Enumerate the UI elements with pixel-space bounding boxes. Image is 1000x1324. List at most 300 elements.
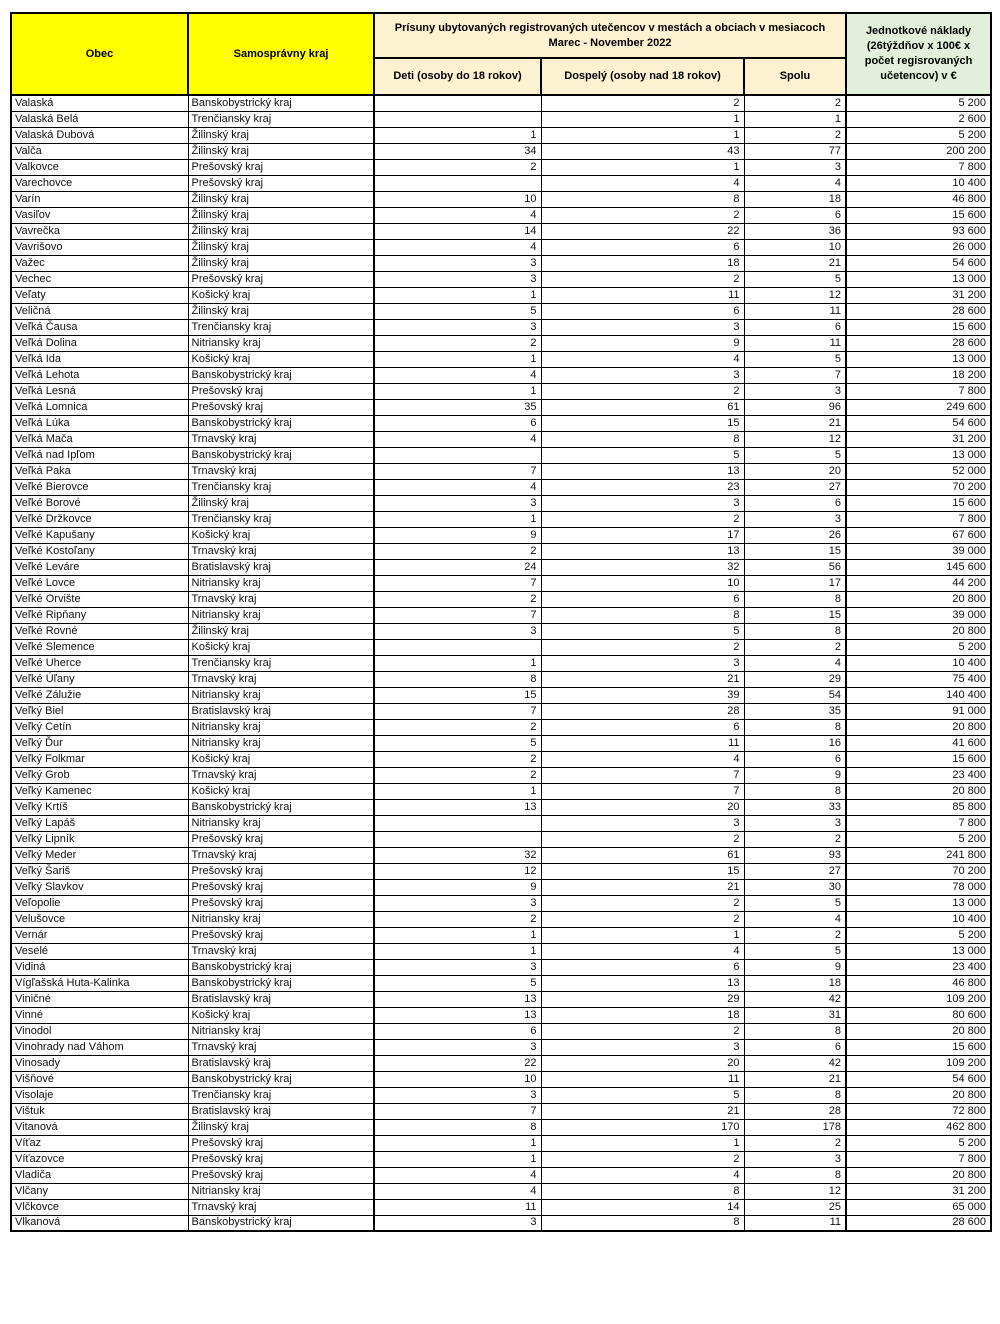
cell-spolu: 2 [744, 927, 846, 943]
cell-kraj: Žilinský kraj [188, 143, 374, 159]
table-row [11, 1167, 991, 1183]
table-row [11, 1119, 991, 1135]
cell-obec: Veľké Zálužie [11, 687, 188, 703]
cell-obec: Veľké Kapušany [11, 527, 188, 543]
table-row [11, 815, 991, 831]
cell-spolu: 2 [744, 1135, 846, 1151]
cell-spolu: 4 [744, 175, 846, 191]
cell-deti: 2 [374, 159, 541, 175]
table-row [11, 143, 991, 159]
cell-deti: 22 [374, 1055, 541, 1071]
table-row [11, 1023, 991, 1039]
cell-dospely: 6 [541, 591, 744, 607]
cell-dospely: 61 [541, 847, 744, 863]
cell-dospely: 3 [541, 495, 744, 511]
cell-deti: 3 [374, 959, 541, 975]
cell-spolu: 15 [744, 607, 846, 623]
cell-deti: 7 [374, 575, 541, 591]
cell-spolu: 77 [744, 143, 846, 159]
cell-kraj: Košický kraj [188, 1007, 374, 1023]
cell-kraj: Trnavský kraj [188, 543, 374, 559]
cell-spolu: 42 [744, 991, 846, 1007]
cell-spolu: 5 [744, 895, 846, 911]
cell-deti: 8 [374, 1119, 541, 1135]
cell-dospely: 43 [541, 143, 744, 159]
cell-obec: Vavrišovo [11, 239, 188, 255]
table-row [11, 431, 991, 447]
cell-naklady: 20 800 [846, 783, 991, 799]
cell-obec: Viničné [11, 991, 188, 1007]
table-row [11, 991, 991, 1007]
table-row [11, 959, 991, 975]
cell-obec: Veľký Folkmar [11, 751, 188, 767]
cell-deti: 34 [374, 143, 541, 159]
table-row [11, 511, 991, 527]
cell-naklady: 20 800 [846, 1167, 991, 1183]
cell-kraj: Prešovský kraj [188, 1151, 374, 1167]
cell-obec: Varechovce [11, 175, 188, 191]
cell-kraj: Prešovský kraj [188, 1167, 374, 1183]
cell-kraj: Košický kraj [188, 783, 374, 799]
cell-spolu: 25 [744, 1199, 846, 1215]
table-row [11, 415, 991, 431]
cell-naklady: 28 600 [846, 303, 991, 319]
cell-dospely: 21 [541, 671, 744, 687]
table-row [11, 783, 991, 799]
cell-obec: Veľký Meder [11, 847, 188, 863]
cell-deti: 1 [374, 127, 541, 143]
table-row [11, 1215, 991, 1231]
cell-kraj: Trenčiansky kraj [188, 655, 374, 671]
cell-spolu: 16 [744, 735, 846, 751]
table-row [11, 591, 991, 607]
cell-kraj: Bratislavský kraj [188, 559, 374, 575]
cell-kraj: Prešovský kraj [188, 879, 374, 895]
cell-naklady: 5 200 [846, 831, 991, 847]
cell-naklady: 20 800 [846, 591, 991, 607]
cell-spolu: 26 [744, 527, 846, 543]
cell-dospely: 9 [541, 335, 744, 351]
cell-dospely: 13 [541, 543, 744, 559]
cell-obec: Veľký Krtíš [11, 799, 188, 815]
cell-kraj: Bratislavský kraj [188, 991, 374, 1007]
cell-naklady: 85 800 [846, 799, 991, 815]
cell-kraj: Žilinský kraj [188, 191, 374, 207]
cell-obec: Veľká Mača [11, 431, 188, 447]
cell-obec: Veľký Biel [11, 703, 188, 719]
cell-kraj: Trnavský kraj [188, 671, 374, 687]
cell-dospely: 8 [541, 1215, 744, 1231]
cell-kraj: Žilinský kraj [188, 495, 374, 511]
cell-kraj: Žilinský kraj [188, 1119, 374, 1135]
cell-obec: Veľké Držkovce [11, 511, 188, 527]
cell-naklady: 28 600 [846, 1215, 991, 1231]
table-row [11, 303, 991, 319]
cell-deti: 32 [374, 847, 541, 863]
cell-naklady: 7 800 [846, 1151, 991, 1167]
cell-spolu: 15 [744, 543, 846, 559]
cell-dospely: 23 [541, 479, 744, 495]
table-row [11, 1135, 991, 1151]
cell-dospely: 10 [541, 575, 744, 591]
table-row [11, 335, 991, 351]
cell-deti: 4 [374, 431, 541, 447]
cell-spolu: 5 [744, 943, 846, 959]
cell-naklady: 5 200 [846, 95, 991, 111]
cell-obec: Veľký Ďur [11, 735, 188, 751]
cell-obec: Veľké Bierovce [11, 479, 188, 495]
cell-spolu: 8 [744, 1023, 846, 1039]
cell-dospely: 3 [541, 1039, 744, 1055]
cell-spolu: 9 [744, 959, 846, 975]
cell-spolu: 3 [744, 511, 846, 527]
cell-dospely: 5 [541, 1087, 744, 1103]
cell-obec: Veľký Šariš [11, 863, 188, 879]
table-row [11, 623, 991, 639]
cell-kraj: Prešovský kraj [188, 175, 374, 191]
cell-naklady: 65 000 [846, 1199, 991, 1215]
cell-dospely: 4 [541, 175, 744, 191]
cell-obec: Veľký Lapáš [11, 815, 188, 831]
cell-kraj: Trnavský kraj [188, 463, 374, 479]
cell-naklady: 31 200 [846, 287, 991, 303]
cell-obec: Veľopolie [11, 895, 188, 911]
cell-deti: 1 [374, 1135, 541, 1151]
cell-spolu: 6 [744, 495, 846, 511]
table-row [11, 383, 991, 399]
cell-kraj: Trnavský kraj [188, 767, 374, 783]
table-row [11, 1055, 991, 1071]
cell-deti: 8 [374, 671, 541, 687]
table-row [11, 943, 991, 959]
header-kraj: Samosprávny kraj [188, 13, 374, 95]
cell-dospely: 11 [541, 287, 744, 303]
cell-kraj: Nitriansky kraj [188, 815, 374, 831]
header-group-arrivals: Prísuny ubytovaných registrovaných utečencov v mestách a obciach v mesiacoch Marec - November 2022 [374, 13, 846, 58]
cell-deti: 2 [374, 335, 541, 351]
cell-obec: Višňové [11, 1071, 188, 1087]
cell-naklady: 7 800 [846, 815, 991, 831]
cell-obec: Valaská Belá [11, 111, 188, 127]
table-row [11, 751, 991, 767]
table-row [11, 1103, 991, 1119]
cell-dospely: 7 [541, 783, 744, 799]
table-row [11, 1007, 991, 1023]
cell-spolu: 21 [744, 255, 846, 271]
table-row [11, 463, 991, 479]
cell-spolu: 2 [744, 127, 846, 143]
cell-obec: Veľká Lesná [11, 383, 188, 399]
cell-spolu: 54 [744, 687, 846, 703]
cell-kraj: Banskobystrický kraj [188, 415, 374, 431]
table-row [11, 127, 991, 143]
cell-kraj: Banskobystrický kraj [188, 447, 374, 463]
cell-deti: 5 [374, 975, 541, 991]
table-row [11, 863, 991, 879]
cell-obec: Veľká Lomnica [11, 399, 188, 415]
table-row [11, 575, 991, 591]
cell-kraj: Trenčiansky kraj [188, 479, 374, 495]
cell-obec: Valča [11, 143, 188, 159]
cell-dospely: 1 [541, 1135, 744, 1151]
cell-kraj: Trnavský kraj [188, 431, 374, 447]
table-row [11, 639, 991, 655]
cell-obec: Veľké Ripňany [11, 607, 188, 623]
header-obec: Obec [11, 13, 188, 95]
cell-spolu: 21 [744, 415, 846, 431]
cell-spolu: 28 [744, 1103, 846, 1119]
header-total: Spolu [744, 58, 846, 95]
cell-dospely: 29 [541, 991, 744, 1007]
cell-obec: Veľké Borové [11, 495, 188, 511]
cell-kraj: Trnavský kraj [188, 847, 374, 863]
cell-naklady: 10 400 [846, 911, 991, 927]
cell-naklady: 23 400 [846, 959, 991, 975]
cell-naklady: 13 000 [846, 271, 991, 287]
cell-kraj: Banskobystrický kraj [188, 975, 374, 991]
cell-deti [374, 95, 541, 111]
table-row [11, 111, 991, 127]
cell-kraj: Žilinský kraj [188, 223, 374, 239]
cell-kraj: Nitriansky kraj [188, 607, 374, 623]
cell-spolu: 27 [744, 863, 846, 879]
cell-dospely: 5 [541, 623, 744, 639]
cell-deti: 3 [374, 495, 541, 511]
cell-obec: Valkovce [11, 159, 188, 175]
cell-naklady: 75 400 [846, 671, 991, 687]
cell-spolu: 3 [744, 383, 846, 399]
cell-spolu: 5 [744, 271, 846, 287]
table-row [11, 287, 991, 303]
cell-obec: Vištuk [11, 1103, 188, 1119]
cell-deti: 13 [374, 1007, 541, 1023]
cell-obec: Vlčkovce [11, 1199, 188, 1215]
cell-deti: 4 [374, 239, 541, 255]
table-row [11, 655, 991, 671]
table-row [11, 1087, 991, 1103]
cell-naklady: 15 600 [846, 495, 991, 511]
header-adults: Dospelý (osoby nad 18 rokov) [541, 58, 744, 95]
cell-spolu: 18 [744, 975, 846, 991]
cell-kraj: Nitriansky kraj [188, 911, 374, 927]
cell-dospely: 8 [541, 1183, 744, 1199]
cell-obec: Veľké Leváre [11, 559, 188, 575]
cell-spolu: 8 [744, 1087, 846, 1103]
cell-dospely: 1 [541, 111, 744, 127]
cell-spolu: 2 [744, 639, 846, 655]
cell-dospely: 2 [541, 383, 744, 399]
cell-spolu: 8 [744, 719, 846, 735]
cell-deti: 1 [374, 1151, 541, 1167]
table-row [11, 447, 991, 463]
cell-dospely: 3 [541, 655, 744, 671]
cell-dospely: 11 [541, 735, 744, 751]
table-row [11, 351, 991, 367]
table-row [11, 1151, 991, 1167]
table-row [11, 671, 991, 687]
table-row [11, 207, 991, 223]
cell-deti: 9 [374, 527, 541, 543]
cell-obec: Veľké Orvište [11, 591, 188, 607]
cell-dospely: 2 [541, 511, 744, 527]
table-row [11, 607, 991, 623]
cell-spolu: 2 [744, 831, 846, 847]
cell-dospely: 170 [541, 1119, 744, 1135]
cell-deti [374, 175, 541, 191]
cell-obec: Veľaty [11, 287, 188, 303]
cell-kraj: Bratislavský kraj [188, 1055, 374, 1071]
cell-deti: 1 [374, 511, 541, 527]
cell-kraj: Banskobystrický kraj [188, 95, 374, 111]
cell-deti: 4 [374, 207, 541, 223]
cell-kraj: Nitriansky kraj [188, 719, 374, 735]
cell-dospely: 4 [541, 751, 744, 767]
cell-kraj: Nitriansky kraj [188, 735, 374, 751]
cell-dospely: 8 [541, 191, 744, 207]
cell-dospely: 2 [541, 271, 744, 287]
cell-deti: 24 [374, 559, 541, 575]
cell-dospely: 1 [541, 127, 744, 143]
cell-obec: Vernár [11, 927, 188, 943]
cell-kraj: Žilinský kraj [188, 303, 374, 319]
cell-dospely: 6 [541, 719, 744, 735]
cell-kraj: Trenčiansky kraj [188, 511, 374, 527]
table-row [11, 703, 991, 719]
cell-dospely: 20 [541, 1055, 744, 1071]
cell-spolu: 9 [744, 767, 846, 783]
cell-obec: Vladiča [11, 1167, 188, 1183]
cell-deti: 2 [374, 543, 541, 559]
cell-kraj: Nitriansky kraj [188, 1023, 374, 1039]
cell-deti [374, 815, 541, 831]
cell-kraj: Banskobystrický kraj [188, 367, 374, 383]
table-row [11, 479, 991, 495]
cell-obec: Víťaz [11, 1135, 188, 1151]
cell-spolu: 11 [744, 303, 846, 319]
cell-naklady: 241 800 [846, 847, 991, 863]
cell-spolu: 11 [744, 335, 846, 351]
cell-naklady: 109 200 [846, 991, 991, 1007]
table-row [11, 95, 991, 111]
cell-obec: Vígľašská Huta-Kalinka [11, 975, 188, 991]
cell-spolu: 12 [744, 287, 846, 303]
cell-deti: 13 [374, 991, 541, 1007]
cell-deti [374, 447, 541, 463]
header-children: Deti (osoby do 18 rokov) [374, 58, 541, 95]
cell-obec: Veľké Rovné [11, 623, 188, 639]
cell-spolu: 5 [744, 447, 846, 463]
cell-obec: Veličná [11, 303, 188, 319]
cell-kraj: Žilinský kraj [188, 127, 374, 143]
cell-spolu: 6 [744, 751, 846, 767]
cell-deti: 3 [374, 1215, 541, 1231]
cell-naklady: 13 000 [846, 447, 991, 463]
cell-naklady: 54 600 [846, 255, 991, 271]
cell-spolu: 27 [744, 479, 846, 495]
table-row [11, 847, 991, 863]
cell-naklady: 15 600 [846, 1039, 991, 1055]
cell-deti: 4 [374, 479, 541, 495]
cell-dospely: 22 [541, 223, 744, 239]
cell-spolu: 6 [744, 207, 846, 223]
table-row [11, 767, 991, 783]
cell-naklady: 20 800 [846, 1087, 991, 1103]
table-header [11, 13, 991, 95]
cell-obec: Veľké Kostoľany [11, 543, 188, 559]
cell-deti: 1 [374, 287, 541, 303]
cell-spolu: 21 [744, 1071, 846, 1087]
cell-deti: 11 [374, 1199, 541, 1215]
cell-kraj: Nitriansky kraj [188, 335, 374, 351]
cell-kraj: Žilinský kraj [188, 239, 374, 255]
cell-naklady: 39 000 [846, 543, 991, 559]
cell-naklady: 13 000 [846, 351, 991, 367]
cell-deti: 4 [374, 367, 541, 383]
cell-deti [374, 639, 541, 655]
cell-obec: Veľký Grob [11, 767, 188, 783]
table-row [11, 1183, 991, 1199]
cell-obec: Veľký Lipník [11, 831, 188, 847]
table-row [11, 319, 991, 335]
cell-naklady: 15 600 [846, 751, 991, 767]
cell-deti [374, 831, 541, 847]
cell-dospely: 2 [541, 911, 744, 927]
cell-naklady: 5 200 [846, 127, 991, 143]
table-row [11, 543, 991, 559]
cell-naklady: 52 000 [846, 463, 991, 479]
cell-naklady: 13 000 [846, 943, 991, 959]
cell-deti: 15 [374, 687, 541, 703]
cell-dospely: 20 [541, 799, 744, 815]
cell-dospely: 15 [541, 415, 744, 431]
cell-naklady: 80 600 [846, 1007, 991, 1023]
cell-kraj: Prešovský kraj [188, 895, 374, 911]
cell-kraj: Žilinský kraj [188, 623, 374, 639]
cell-spolu: 8 [744, 623, 846, 639]
cell-dospely: 2 [541, 1151, 744, 1167]
cell-kraj: Banskobystrický kraj [188, 959, 374, 975]
cell-naklady: 28 600 [846, 335, 991, 351]
cell-obec: Veľká Čausa [11, 319, 188, 335]
cell-kraj: Prešovský kraj [188, 159, 374, 175]
cell-naklady: 67 600 [846, 527, 991, 543]
cell-dospely: 2 [541, 95, 744, 111]
cell-naklady: 5 200 [846, 927, 991, 943]
cell-spolu: 1 [744, 111, 846, 127]
cell-spolu: 6 [744, 319, 846, 335]
cell-obec: Vechec [11, 271, 188, 287]
cell-deti: 9 [374, 879, 541, 895]
cell-kraj: Nitriansky kraj [188, 1183, 374, 1199]
table-row [11, 799, 991, 815]
cell-dospely: 6 [541, 239, 744, 255]
cell-deti: 3 [374, 623, 541, 639]
cell-kraj: Bratislavský kraj [188, 703, 374, 719]
cell-dospely: 3 [541, 319, 744, 335]
cell-obec: Vitanová [11, 1119, 188, 1135]
cell-deti: 12 [374, 863, 541, 879]
cell-naklady: 200 200 [846, 143, 991, 159]
cell-dospely: 18 [541, 1007, 744, 1023]
cell-kraj: Banskobystrický kraj [188, 1071, 374, 1087]
cell-obec: Veľká nad Ipľom [11, 447, 188, 463]
cell-naklady: 7 800 [846, 159, 991, 175]
cell-kraj: Trnavský kraj [188, 1199, 374, 1215]
cell-deti: 3 [374, 1087, 541, 1103]
cell-naklady: 10 400 [846, 175, 991, 191]
cell-spolu: 33 [744, 799, 846, 815]
cell-deti: 2 [374, 751, 541, 767]
